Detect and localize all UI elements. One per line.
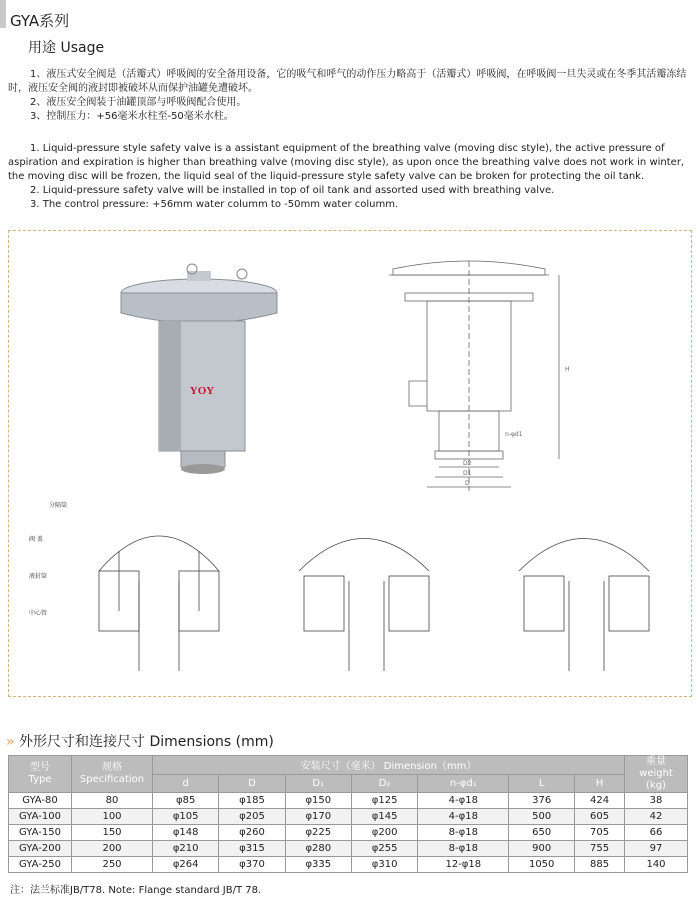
col-d: d [153,774,219,793]
table-cell: φ210 [153,841,219,857]
table-cell: φ200 [351,825,417,841]
table-cell: φ280 [285,841,351,857]
table-cell: 605 [575,809,625,825]
table-cell: 900 [509,841,575,857]
table-cell: φ370 [219,857,285,873]
page-title: GYA系列 [10,12,70,30]
col-D1: D₁ [285,774,351,793]
drawing-label-d2: D2 [463,460,472,467]
table-cell: GYA-250 [9,857,72,873]
diagram-1 [99,536,219,671]
diagram-2 [299,539,429,672]
table-cell: φ310 [351,857,417,873]
table-cell: 140 [625,857,688,873]
usage-heading: 用途 Usage [28,40,105,56]
technical-drawing [389,261,559,491]
table-cell: 705 [575,825,625,841]
col-L: L [509,774,575,793]
table-cell: GYA-200 [9,841,72,857]
table-cell: 97 [625,841,688,857]
table-cell: 38 [625,793,688,809]
table-cell: φ148 [153,825,219,841]
header-type: 型号 Type [9,756,72,793]
table-cell: GYA-80 [9,793,72,809]
figure-panel [8,230,692,697]
diagram-3 [519,539,649,672]
table-cell: 885 [575,857,625,873]
col-D2: D₂ [351,774,417,793]
table-row [9,841,688,857]
table-cell: 755 [575,841,625,857]
header-install: 安装尺寸（毫米） Dimension（mm） [153,756,625,775]
usage-en-block [8,142,688,212]
table-cell: φ255 [351,841,417,857]
dimensions-table [8,755,688,873]
table-cell: φ85 [153,793,219,809]
diagram-label-4: 中心管 [29,610,48,617]
table-cell: 8-φ18 [418,841,509,857]
section-bullet-icon: » [6,734,15,750]
diagram-label-1: 分隔筒 [49,502,68,509]
table-cell: 80 [72,793,153,809]
col-nd1: n-φd₁ [418,774,509,793]
table-cell: φ185 [219,793,285,809]
table-cell: 1050 [509,857,575,873]
table-cell: φ105 [153,809,219,825]
table-cell: φ335 [285,857,351,873]
header-spec: 规格 Specification [72,756,153,793]
table-cell: φ315 [219,841,285,857]
dimensions-title: 外形尺寸和连接尺寸 Dimensions (mm) [19,734,274,750]
table-cell: 376 [509,793,575,809]
diagram-label-2: 阀 盖 [29,536,43,543]
col-H: H [575,774,625,793]
table-cell: φ260 [219,825,285,841]
table-cell: φ150 [285,793,351,809]
diagram-label-3: 液封筒 [29,573,48,580]
table-cell: 500 [509,809,575,825]
table-cell: 8-φ18 [418,825,509,841]
usage-cn-3: 3、控制压力：+56毫米水柱至-50毫米水柱。 [30,111,234,122]
drawing-label-nd: n-φd1 [505,431,523,438]
table-row [9,793,688,809]
table-cell: φ205 [219,809,285,825]
table-cell: 200 [72,841,153,857]
footnote: 注：法兰标准JB/T78. Note: Flange standard JB/T 78. [10,885,262,896]
table-cell: 42 [625,809,688,825]
table-cell: φ264 [153,857,219,873]
drawing-label-d: D [465,480,470,487]
table-row [9,857,688,873]
usage-en-1: 1. Liquid-pressure style safety valve is a assistant equipment of the breathing valve (moving disc style), the active pressure of aspiration and expiration is higher than breathing valve (moving disc style), as upon once the breathing valve does not work in winter, the moving disc will be frozen, the liquid seal of the liquid-pressure style safety valve can be broken for protecting the oil tank. [8,143,685,182]
title-bar-decoration [0,0,6,28]
usage-en-3: 3. The control pressure: +56mm water columm to -50mm water columm. [30,199,399,210]
usage-cn-block [8,68,688,124]
table-cell: GYA-150 [9,825,72,841]
table-cell: 4-φ18 [418,793,509,809]
usage-en-2: 2. Liquid-pressure safety valve will be installed in top of oil tank and assorted used with breathing valve. [30,185,555,196]
table-cell: 66 [625,825,688,841]
table-cell: GYA-100 [9,809,72,825]
valve-product-image [121,264,277,474]
header-weight: 重量 weight (kg) [625,756,688,793]
table-cell: 650 [509,825,575,841]
table-cell: φ225 [285,825,351,841]
table-cell: φ170 [285,809,351,825]
col-D: D [219,774,285,793]
table-cell: 150 [72,825,153,841]
table-cell: 424 [575,793,625,809]
drawing-label-d1: D1 [463,470,472,477]
product-illustration [9,231,691,696]
table-cell: 12-φ18 [418,857,509,873]
table-row [9,809,688,825]
usage-cn-1: 1、液压式安全阀是（活瓣式）呼吸阀的安全备用设备，它的吸气和呼气的动作压力略高于（活瓣式）呼吸阀，在呼吸阀一旦失灵或在冬季其活瓣冻结时，液压安全阀的液封即被破坏从而保护油罐免遭破坏。 [8,69,687,94]
brand-label: YOY [189,385,215,397]
table-cell: φ125 [351,793,417,809]
table-row [9,825,688,841]
dimensions-heading [6,731,274,751]
table-cell: 100 [72,809,153,825]
principle-diagrams [99,536,649,671]
table-cell: φ145 [351,809,417,825]
table-cell: 4-φ18 [418,809,509,825]
table-cell: 250 [72,857,153,873]
drawing-label-h: H [565,366,570,373]
usage-cn-2: 2、液压安全阀装于油罐顶部与呼吸阀配合使用。 [30,97,247,108]
